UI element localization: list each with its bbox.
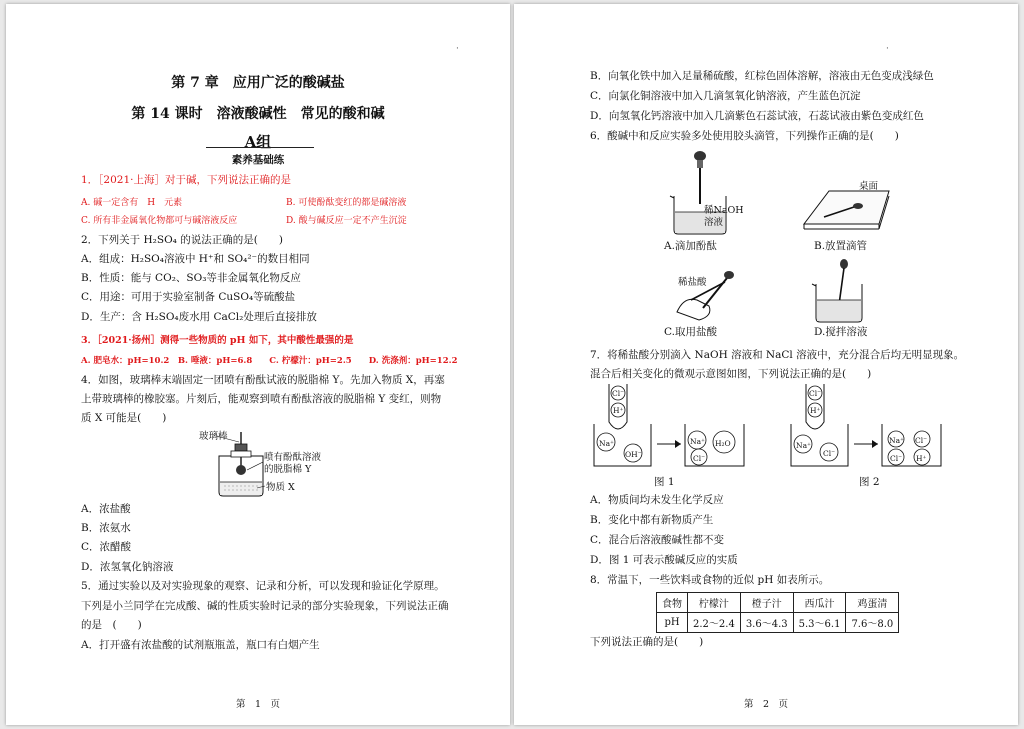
ph-table-header-row bbox=[657, 593, 899, 613]
q6-b-label: 桌面 bbox=[859, 181, 879, 192]
ph-table-cell: 3.6～4.3 bbox=[740, 613, 793, 633]
q4-line-2: 上带玻璃棒的橡胶塞。片刻后，能观察到喷有酚酞溶液的脱脂棉 Y 变红，则物 bbox=[81, 393, 442, 405]
q6-a-label-2: 溶液 bbox=[704, 217, 724, 228]
fig1-ion-cl-top: Cl⁻ bbox=[612, 389, 625, 398]
lesson-title: 第 14 课时 溶液酸碱性 常见的酸和碱 bbox=[131, 106, 385, 122]
q1-stem: 1．［2021·上海］对于碱，下列说法正确的是 bbox=[81, 174, 291, 186]
page-mark: · bbox=[886, 44, 889, 54]
ph-table-header-cell: 食物 bbox=[657, 593, 688, 613]
page-mark: · bbox=[456, 44, 459, 54]
q4-label-x: 物质 X bbox=[266, 482, 295, 493]
fig2-ion-cl-right-1: Cl⁻ bbox=[915, 436, 928, 445]
fig2-ion-h-right: H⁺ bbox=[916, 454, 927, 463]
chapter-title: 第 7 章 应用广泛的酸碱盐 bbox=[171, 75, 345, 91]
q4-line-3: 质 X 可能是( ) bbox=[81, 412, 167, 424]
ph-table bbox=[656, 592, 899, 633]
group-underline bbox=[206, 147, 314, 148]
q5-line-1: 5．通过实验以及对实验现象的观察、记录和分析，可以发现和验证化学原理。 bbox=[81, 580, 445, 592]
q2-stem: 2．下列关于 H₂SO₄ 的说法正确的是( ) bbox=[81, 234, 283, 246]
fig2-ion-h-top: H⁺ bbox=[810, 406, 821, 415]
q6-a-label-1: 稀NaOH bbox=[704, 205, 744, 216]
q5-option-d: D．向氢氧化钙溶液中加入几滴紫色石蕊试液，石蕊试液由紫色变成红色 bbox=[590, 110, 924, 122]
ph-table-row bbox=[657, 613, 899, 633]
q5-option-c: C．向氯化铜溶液中加入几滴氢氧化钠溶液，产生蓝色沉淀 bbox=[590, 90, 861, 102]
ph-table-header-cell: 西瓜汁 bbox=[793, 593, 846, 613]
q8-after: 下列说法正确的是( ) bbox=[590, 636, 704, 648]
q5-option-a: A．打开盛有浓盐酸的试剂瓶瓶盖，瓶口有白烟产生 bbox=[81, 639, 320, 651]
q4-line-1: 4．如图，玻璃棒末端固定一团喷有酚酞试液的脱脂棉 Y。先加入物质 X，再塞 bbox=[81, 374, 445, 386]
q1-option-b: B. 可使酚酞变红的都是碱溶液 bbox=[286, 198, 407, 208]
q8-stem: 8．常温下，一些饮料或食物的近似 pH 如表所示。 bbox=[590, 574, 830, 586]
q2-option-c: C．用途：可用于实验室制备 CuSO₄等硫酸盐 bbox=[81, 291, 296, 303]
q6-caption-b: B.放置滴管 bbox=[814, 240, 868, 252]
q6-caption-a: A.滴加酚酞 bbox=[664, 240, 717, 252]
fig2-ion-cl-right-2: Cl⁻ bbox=[890, 454, 903, 463]
page-1-footer: 第 1 页 bbox=[235, 699, 281, 710]
q6-figure-a bbox=[654, 146, 744, 238]
q2-option-b: B．性质：能与 CO₂、SO₃等非金属氧化物反应 bbox=[81, 272, 301, 284]
q4-label-rod: 玻璃棒 bbox=[199, 431, 228, 442]
q1-option-d: D. 酸与碱反应一定不产生沉淀 bbox=[286, 216, 407, 226]
page-1 bbox=[6, 4, 510, 725]
fig2-ion-cl-left: Cl⁻ bbox=[823, 449, 836, 458]
q3-options: A. 肥皂水：pH=10.2 B. 唾液：pH=6.8 C. 柠檬汁：pH=2.5 D. 洗涤剂：pH=12.2 bbox=[81, 356, 458, 366]
fig1-ion-h-top: H⁺ bbox=[613, 406, 624, 415]
q2-option-d: D．生产：含 H₂SO₄废水用 CaCl₂处理后直接排放 bbox=[81, 311, 317, 323]
ph-table-header-cell: 柠檬汁 bbox=[688, 593, 741, 613]
fig1-ion-cl-right: Cl⁻ bbox=[693, 454, 706, 463]
q4-option-b: B．浓氨水 bbox=[81, 522, 131, 534]
q4-label-cotton-2: 的脱脂棉 Y bbox=[264, 464, 312, 475]
q6-caption-c: C.取用盐酸 bbox=[664, 326, 717, 338]
q7-fig2-caption: 图 2 bbox=[859, 476, 880, 488]
q4-option-a: A．浓盐酸 bbox=[81, 503, 131, 515]
group-title: A组 bbox=[244, 133, 272, 151]
fig2-ion-na-right: Na⁺ bbox=[889, 436, 904, 445]
q7-line-2: 混合后相关变化的微观示意图如图，下列说法正确的是( ) bbox=[590, 368, 872, 380]
q7-line-1: 7．将稀盐酸分别滴入 NaOH 溶液和 NaCl 溶液中，充分混合后均无明显现象。 bbox=[590, 349, 965, 361]
q5-line-2: 下列是小兰同学在完成酸、碱的性质实验时记录的部分实验现象，下列说法正确 bbox=[81, 600, 449, 612]
q7-option-b: B．变化中都有新物质产生 bbox=[590, 514, 714, 526]
ph-table-cell: 5.3～6.1 bbox=[793, 613, 846, 633]
q5-option-b: B．向氧化铁中加入足量稀硫酸，红棕色固体溶解，溶液由无色变成浅绿色 bbox=[590, 70, 934, 82]
q7-option-d: D．图 1 可表示酸碱反应的实质 bbox=[590, 554, 738, 566]
fig1-ion-oh-left: OH⁻ bbox=[625, 450, 642, 459]
fig2-ion-cl-top: Cl⁻ bbox=[809, 389, 822, 398]
q5-line-3: 的是 ( ) bbox=[81, 619, 142, 631]
ph-table-header-cell: 鸡蛋清 bbox=[846, 593, 899, 613]
page-2-footer: 第 2 页 bbox=[743, 699, 789, 710]
q4-option-d: D．浓氢氧化钠溶液 bbox=[81, 561, 174, 573]
ph-table-header-cell: 橙子汁 bbox=[740, 593, 793, 613]
q7-option-c: C．混合后溶液酸碱性都不变 bbox=[590, 534, 725, 546]
q3-stem: 3．［2021·扬州］测得一些物质的 pH 如下，其中酸性最强的是 bbox=[81, 335, 354, 346]
ph-table-cell: 7.6～8.0 bbox=[846, 613, 899, 633]
ph-table-cell: 2.2～2.4 bbox=[688, 613, 741, 633]
q6-figure-d bbox=[802, 256, 872, 326]
fig2-ion-na-left: Na⁺ bbox=[796, 441, 811, 450]
q6-figure-c bbox=[669, 266, 744, 324]
q6-caption-d: D.搅拌溶液 bbox=[814, 326, 868, 338]
q4-option-c: C．浓醋酸 bbox=[81, 541, 132, 553]
q7-option-a: A．物质间均未发生化学反应 bbox=[590, 494, 724, 506]
section-title: 素养基础练 bbox=[231, 154, 285, 166]
fig1-ion-na-right: Na⁺ bbox=[690, 437, 705, 446]
q6-c-label: 稀盐酸 bbox=[678, 277, 707, 288]
q4-label-cotton-1: 喷有酚酞溶液 bbox=[264, 452, 322, 463]
page-2 bbox=[514, 4, 1018, 725]
q1-option-a: A. 碱一定含有 H 元素 bbox=[81, 198, 183, 208]
q2-option-a: A．组成：H₂SO₄溶液中 H⁺和 SO₄²⁻的数目相同 bbox=[81, 253, 310, 265]
fig1-ion-h2o-right: H₂O bbox=[715, 439, 731, 448]
q6-stem: 6．酸碱中和反应实验多处使用胶头滴管，下列操作正确的是( ) bbox=[590, 130, 899, 142]
q1-option-c: C. 所有非金属氧化物都可与碱溶液反应 bbox=[81, 216, 238, 226]
fig1-ion-na-left: Na⁺ bbox=[599, 439, 614, 448]
ph-table-cell: pH bbox=[657, 613, 688, 633]
q7-fig1-caption: 图 1 bbox=[654, 476, 675, 488]
